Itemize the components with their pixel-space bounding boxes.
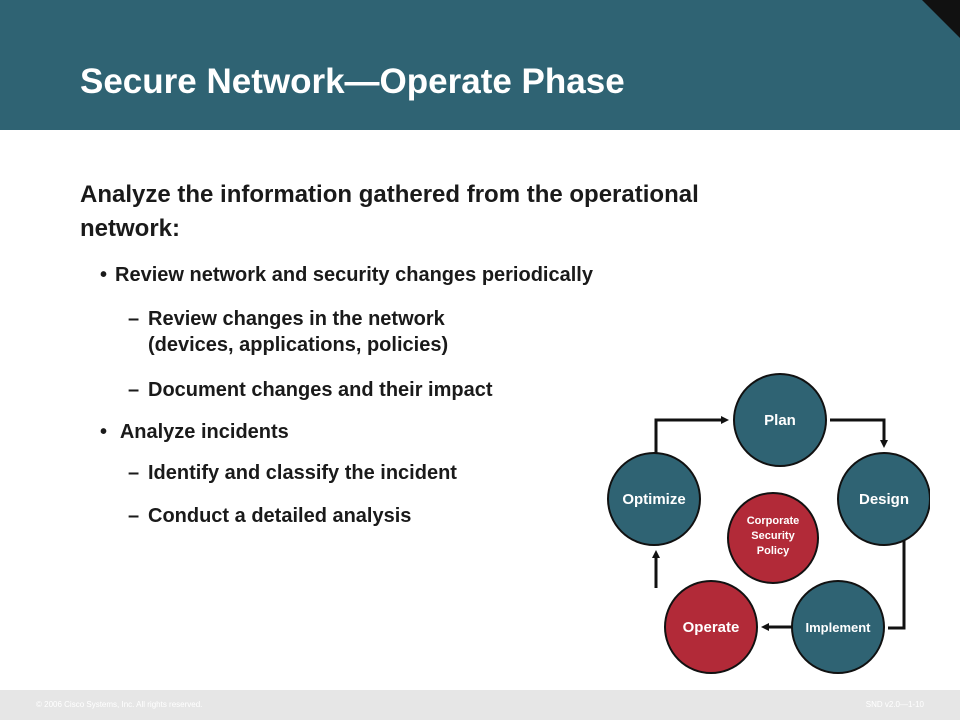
sub-line1: Review changes in the network xyxy=(148,308,445,330)
bullet-analyze-incidents xyxy=(100,421,289,444)
copyright-text: © 2006 Cisco Systems, Inc. All rights reserved. xyxy=(36,700,203,709)
sub-document-changes xyxy=(128,377,618,403)
lifecycle-diagram xyxy=(600,370,930,680)
bullet-marker: • xyxy=(100,264,108,286)
policy-line: Policy xyxy=(756,545,790,557)
bullet-text: Analyze incidents xyxy=(119,421,289,443)
sub-identify-incident xyxy=(128,460,588,486)
dash-marker: – xyxy=(128,379,140,401)
dash-marker: – xyxy=(128,462,140,484)
arrow-design-to-implement xyxy=(888,532,904,628)
arrow-optimize-to-plan xyxy=(656,420,725,454)
phase-plan xyxy=(734,374,826,466)
phase-label: Operate xyxy=(682,619,740,636)
phase-implement xyxy=(792,581,884,673)
phase-optimize xyxy=(608,453,700,545)
phase-operate xyxy=(665,581,757,673)
phase-label: Design xyxy=(858,491,910,508)
sub-line2: (devices, applications, policies) xyxy=(148,334,449,356)
phase-label: Plan xyxy=(764,412,796,429)
bullet-text: Review network and security changes periodically xyxy=(115,264,593,286)
sub-line1: Document changes and their impact xyxy=(148,379,493,401)
corporate-security-policy xyxy=(728,493,818,583)
footer-bar xyxy=(0,690,960,720)
dash-marker: – xyxy=(128,308,140,330)
policy-line: Corporate xyxy=(746,515,800,527)
slide-code: SND v2.0—1-10 xyxy=(865,700,924,709)
sub-line1: Identify and classify the incident xyxy=(148,462,457,484)
arrow-plan-to-design xyxy=(830,420,884,444)
sub-line1: Conduct a detailed analysis xyxy=(148,505,412,527)
bullet-review-changes xyxy=(100,264,593,287)
sub-review-network xyxy=(128,306,588,358)
dash-marker: – xyxy=(128,505,140,527)
header-bar xyxy=(0,0,960,130)
intro-text: Analyze the information gathered from the operational network: xyxy=(80,181,699,242)
phase-design xyxy=(838,453,930,545)
sub-detailed-analysis xyxy=(128,503,588,529)
phase-label: Optimize xyxy=(622,491,686,508)
corner-decoration xyxy=(922,0,960,38)
policy-line: Security xyxy=(751,530,795,542)
bullet-marker: • xyxy=(100,421,108,443)
slide-title: Secure Network—Operate Phase xyxy=(80,62,625,101)
phase-label: Implement xyxy=(805,620,871,635)
